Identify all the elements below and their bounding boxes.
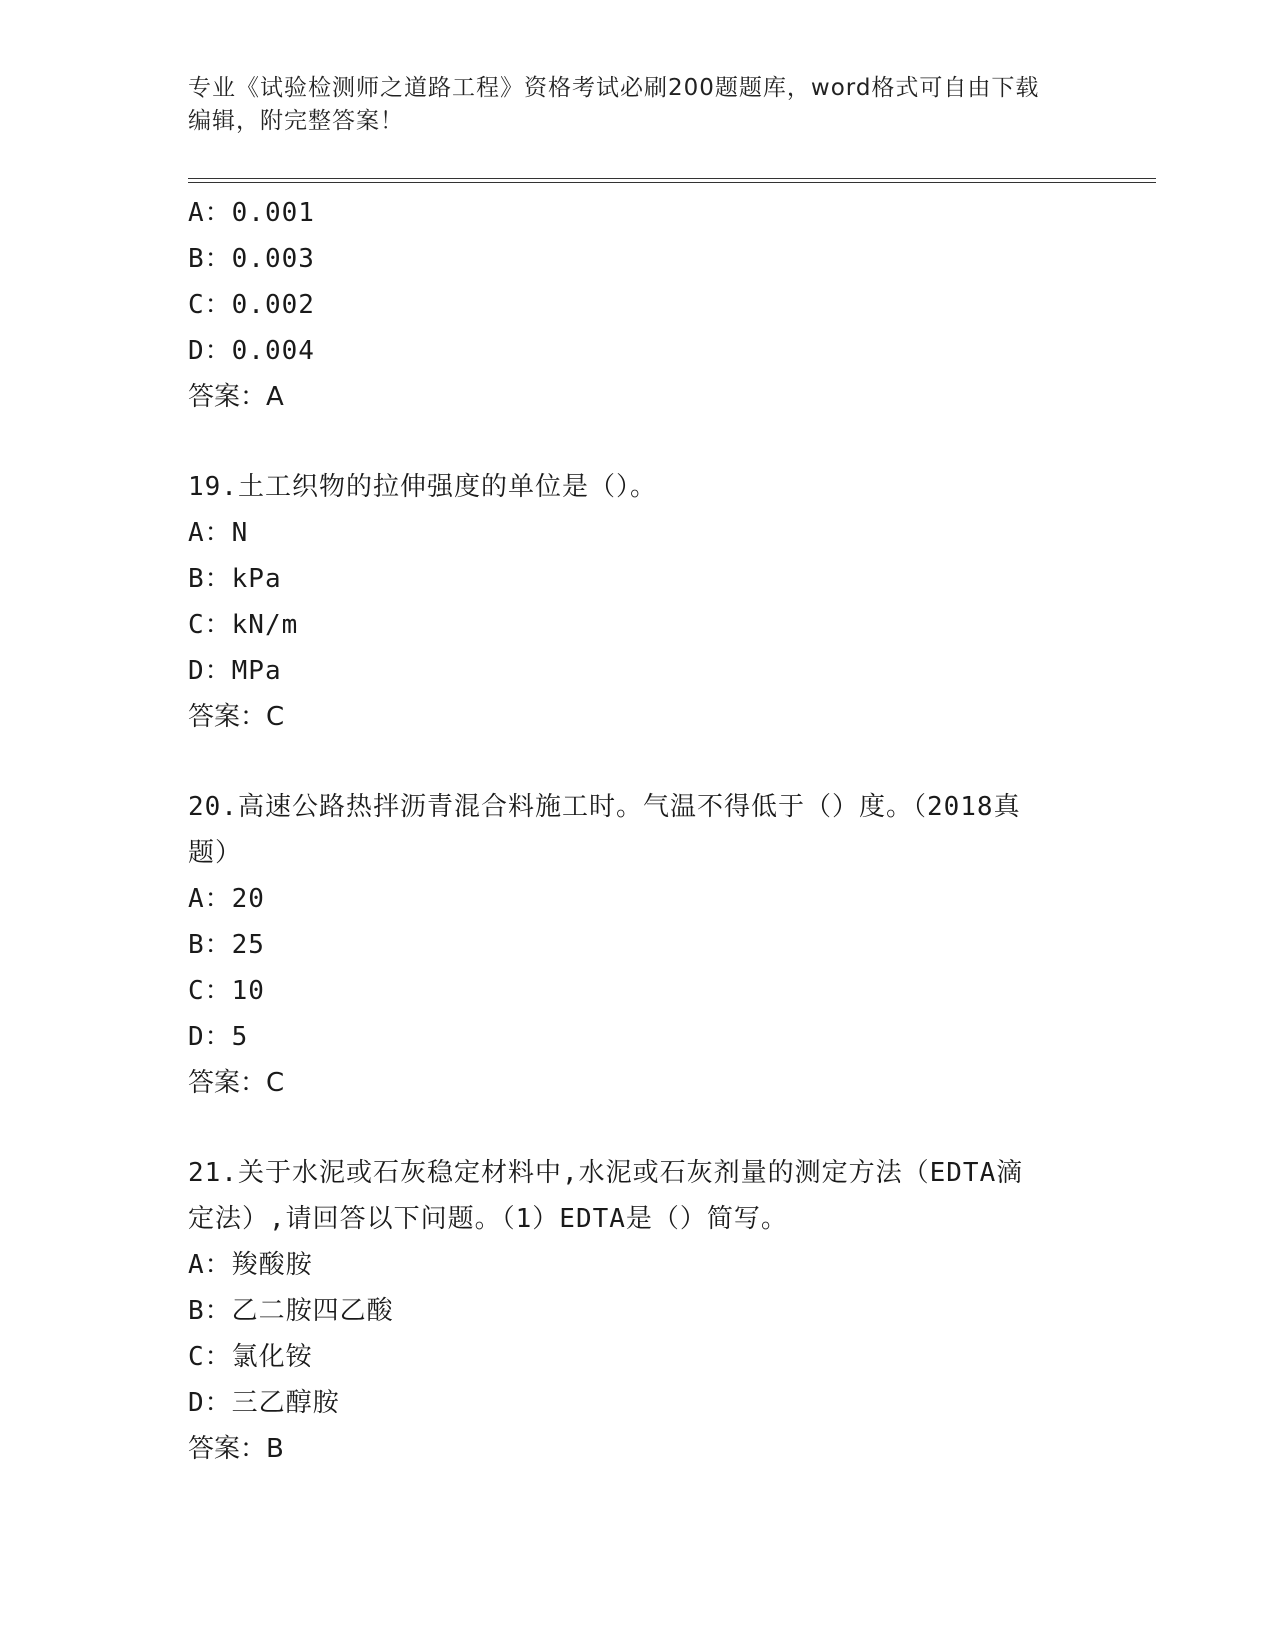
- question-block-21: [188, 1150, 1088, 1472]
- option-c: C：10: [188, 976, 265, 1006]
- question-list: [188, 190, 1088, 1472]
- option-c: C：kN/m: [188, 610, 299, 640]
- question-block-20: [188, 784, 1088, 1106]
- question-block-18: [188, 190, 1088, 420]
- option-d: D：5: [188, 1022, 249, 1052]
- answer-line: 答案：C: [188, 702, 285, 732]
- option-b: B：乙二胺四乙酸: [188, 1296, 394, 1326]
- question-text: 19.土工织物的拉伸强度的单位是（）。: [188, 472, 657, 502]
- option-c: C：氯化铵: [188, 1342, 313, 1372]
- option-d: D：MPa: [188, 656, 282, 686]
- question-text-line-2: 定法）,请回答以下问题。（1）EDTA是（）简写。: [188, 1204, 788, 1234]
- header-divider: [188, 178, 1156, 183]
- question-text-line-1: 20.高速公路热拌沥青混合料施工时。气温不得低于（）度。（2018真: [188, 792, 1021, 822]
- answer-line: 答案：A: [188, 382, 284, 412]
- question-text-line-2: 题）: [188, 838, 243, 868]
- option-b: B：25: [188, 930, 265, 960]
- option-d: D：三乙醇胺: [188, 1388, 340, 1418]
- question-text-line-1: 21.关于水泥或石灰稳定材料中,水泥或石灰剂量的测定方法（EDTA滴: [188, 1158, 1024, 1188]
- option-a: A：20: [188, 884, 265, 914]
- answer-line: 答案：C: [188, 1068, 285, 1098]
- option-b: B：0.003: [188, 244, 315, 274]
- option-d: D：0.004: [188, 336, 315, 366]
- option-c: C：0.002: [188, 290, 315, 320]
- option-b: B：kPa: [188, 564, 282, 594]
- header-line-2: 编辑，附完整答案！: [188, 108, 404, 134]
- header-line-1: 专业《试验检测师之道路工程》资格考试必刷200题题库，word格式可自由下载: [188, 75, 1040, 101]
- question-block-19: [188, 464, 1088, 740]
- answer-line: 答案：B: [188, 1434, 284, 1464]
- document-header: [188, 72, 1068, 138]
- option-a: A：0.001: [188, 198, 315, 228]
- option-a: A：羧酸胺: [188, 1250, 313, 1280]
- option-a: A：N: [188, 518, 249, 548]
